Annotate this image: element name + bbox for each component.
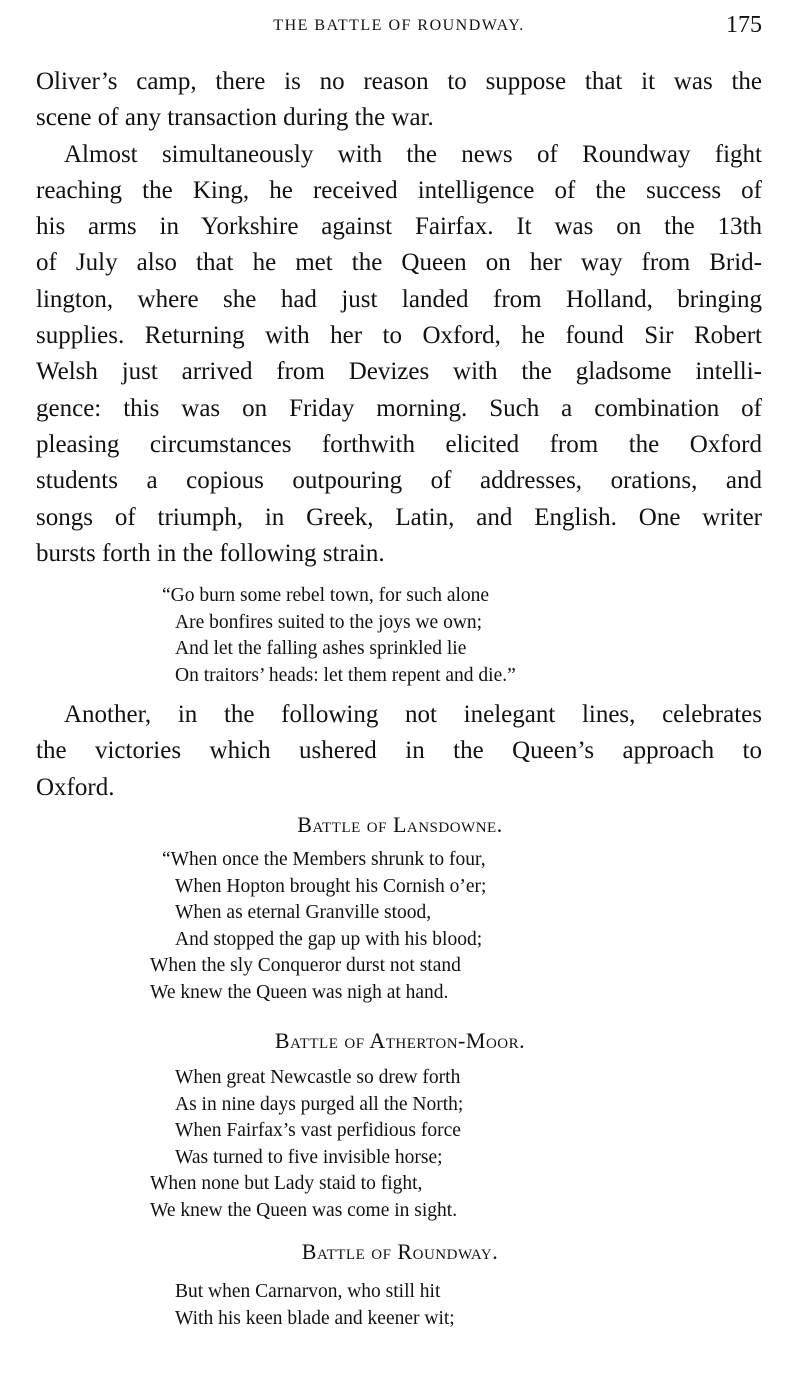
paragraph-1: [36, 64, 762, 572]
verse-line: Are bonfires suited to the joys we own;: [175, 611, 483, 633]
text-line: of July also that he met the Queen on her way from Brid-: [36, 249, 762, 277]
poem-roundway: [175, 1279, 455, 1332]
text-line: his arms in Yorkshire against Fairfax. It was on the 13th: [36, 213, 762, 241]
text-line: Oliver’s camp, there is no reason to suppose that it was the: [36, 68, 762, 95]
paragraph-2: [36, 697, 762, 806]
page-header: [36, 12, 762, 40]
text-line: Welsh just arrived from Devizes with the gladsome intelli-: [36, 358, 762, 386]
verse-line: As in nine days purged all the North;: [175, 1093, 464, 1115]
verse-line: Was turned to five invisible horse;: [175, 1146, 443, 1168]
verse-line: And let the falling ashes sprinkled lie: [175, 638, 467, 660]
text-line: supplies. Returning with her to Oxford, he found Sir Robert: [36, 322, 762, 350]
verse-line: When none but Lady staid to fight,: [150, 1173, 423, 1195]
text-line: Oxford.: [36, 773, 115, 801]
verse-line: “Go burn some rebel town, for such alone: [162, 585, 490, 606]
text-line: gence: this was on Friday morning. Such a combination of: [36, 394, 762, 422]
text-line: songs of triumph, in Greek, Latin, and English. One writer: [36, 503, 762, 531]
verse-line: When the sly Conqueror durst not stand: [150, 955, 461, 977]
verse-line: With his keen blade and keener wit;: [175, 1307, 455, 1329]
verse-line: We knew the Queen was come in sight.: [150, 1199, 458, 1221]
text-line: students a copious outpouring of addresses, orations, and: [36, 467, 762, 495]
page-number: 175: [726, 12, 762, 38]
verse-line: But when Carnarvon, who still hit: [175, 1281, 441, 1302]
verse-line: When Fairfax’s vast perfidious force: [175, 1120, 461, 1142]
poem-atherton-moor: [150, 1065, 464, 1225]
verse-line: On traitors’ heads: let them repent and die.”: [175, 664, 516, 686]
poem-1: [162, 583, 516, 689]
text-line: bursts forth in the following strain.: [36, 539, 385, 567]
text-line: Almost simultaneously with the news of Roundway fight: [64, 140, 762, 168]
running-title: THE BATTLE OF ROUNDWAY.: [273, 17, 525, 34]
verse-line: “When once the Members shrunk to four,: [162, 849, 486, 870]
text-line: scene of any transaction during the war.: [36, 104, 434, 132]
text-line: lington, where she had just landed from Holland, bringing: [36, 285, 762, 313]
verse-line: When great Newcastle so drew forth: [175, 1067, 461, 1088]
poem-lansdowne: [150, 847, 487, 1007]
verse-line: And stopped the gap up with his blood;: [175, 928, 483, 950]
section-title-roundway: Battle of Roundway.: [301, 1239, 499, 1264]
verse-line: When as eternal Granville stood,: [175, 902, 432, 924]
text-line: reaching the King, he received intelligence of the success of: [36, 176, 762, 204]
verse-line: We knew the Queen was nigh at hand.: [150, 981, 449, 1003]
text-line: the victories which ushered in the Queen’s approach to: [36, 737, 762, 765]
text-line: pleasing circumstances forthwith elicited from the Oxford: [36, 430, 762, 458]
verse-line: When Hopton brought his Cornish o’er;: [175, 875, 487, 897]
section-title-lansdowne: Battle of Lansdowne.: [297, 812, 503, 837]
section-title-atherton-moor: Battle of Atherton-Moor.: [274, 1028, 526, 1053]
text-line: Another, in the following not inelegant lines, celebrates: [64, 701, 762, 728]
